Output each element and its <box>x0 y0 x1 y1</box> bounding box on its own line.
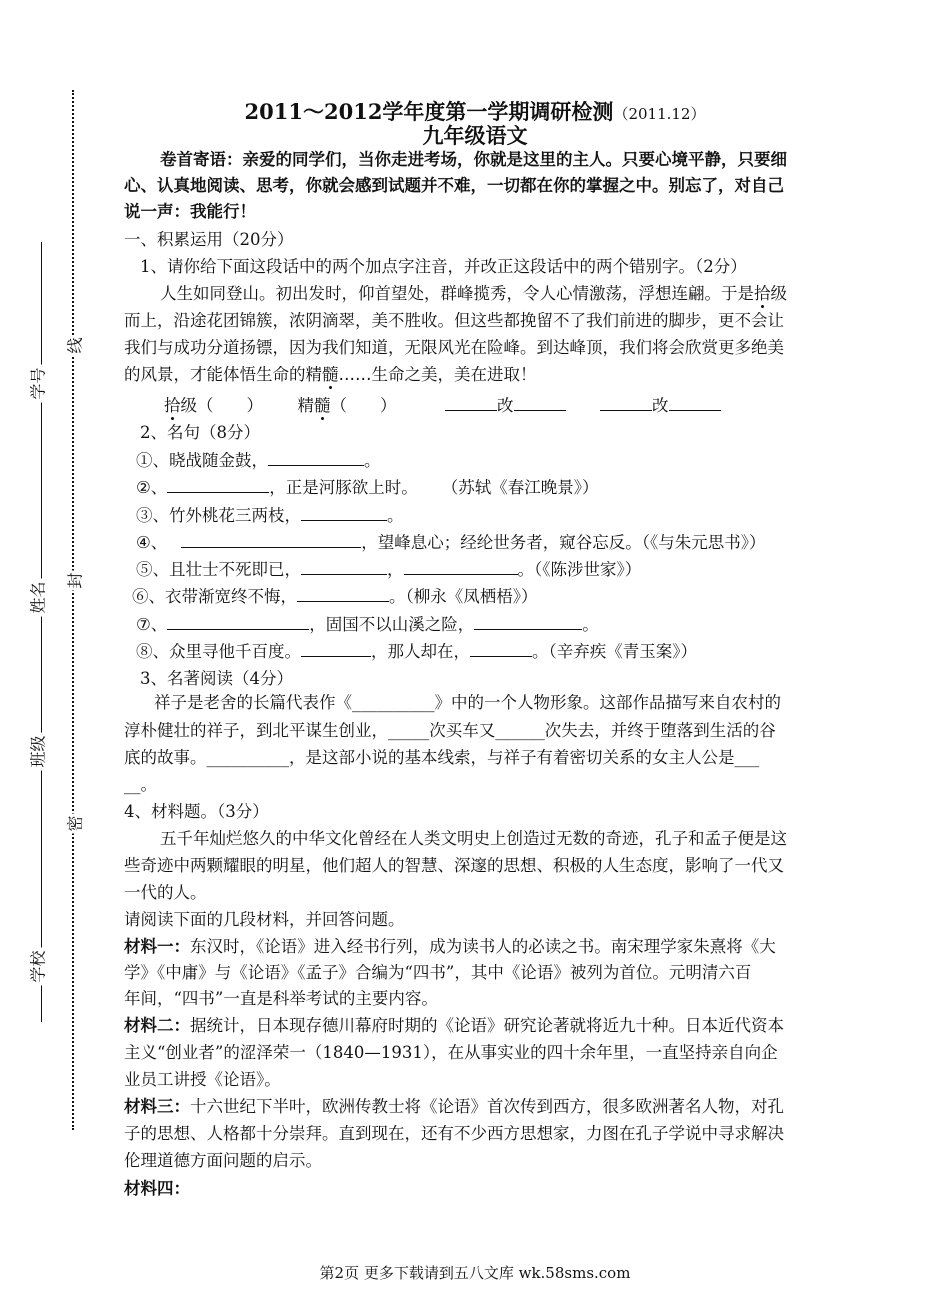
material-2-line-1: 材料二：据统计，日本现存德川幕府时期的《论语》研究论著就将近九十种。日本近代资本 <box>124 1016 784 1035</box>
q1-passage-line-4: 的风景，才能体悟生命的精髓……生命之美，美在进取！ <box>124 365 537 384</box>
subject-title: 九年级语文 <box>422 123 528 148</box>
correction-blank-2a[interactable] <box>600 394 652 411</box>
q2-item-2: ②、 ，正是河豚欲上时。 （苏轼《春江晚景》） <box>136 478 599 497</box>
q4-para-line-2: 些奇迹中两颗耀眼的明星，他们超人的智慧、深邃的思想、积极的人生态度，影响了一代又 <box>124 856 784 875</box>
q1-prompt: 1、请你给下面这段话中的两个加点字注音，并改正这段话中的两个错别字。（2分） <box>140 257 747 276</box>
intro-line-2: 心、认真地阅读、思考，你就会感到试题并不难，一切都在你的掌握之中。别忘了，对自己 <box>124 176 784 195</box>
q3-line-2: 淳朴健壮的祥子，到北平谋生创业，_____次买车又______次失去，并终于堕落到生活的谷 <box>124 721 776 740</box>
margin-label-school: 学校 <box>26 947 49 985</box>
q3-heading: 3、名著阅读（4分） <box>140 669 293 688</box>
q1-passage-line-3: 我们与成功分道扬镖，因为我们知道，无限风光在险峰。到达峰顶，我们将会欣赏更多绝美 <box>124 338 784 357</box>
q4-para-line-3: 一代的人。 <box>124 883 207 902</box>
margin-label-student-id: 学号 <box>26 364 49 402</box>
material-2-line-2: 主义“创业者”的涩泽荣一（1840—1931），在从事实业的四十余年里，一直坚持亲自向企 <box>124 1043 778 1062</box>
q2-item-3: ③、竹外桃花三两枝， 。 <box>136 506 404 525</box>
material-3-label: 材料三： <box>124 1097 190 1116</box>
correction-blank-1b[interactable] <box>514 394 566 411</box>
q2-item-4: ④、 ，望峰息心；经纶世务者，窥谷忘反。（《与朱元思书》） <box>136 533 766 552</box>
intro-line-1: 卷首寄语：亲爱的同学们，当你走进考场，你就是这里的主人。只要心境平静，只要细 <box>160 150 787 169</box>
margin-label-name: 姓名 <box>26 578 49 616</box>
q3-line-4: __。 <box>124 775 157 794</box>
q2-item-8: ⑧、众里寻他千百度。 ，那人却在， 。（辛弃疾《青玉案》） <box>136 642 697 661</box>
correction-blank-2b[interactable] <box>669 394 721 411</box>
q3-blank-1[interactable]: __________ <box>352 693 435 712</box>
material-1-line-1: 材料一：东汉时，《论语》进入经书行列，成为读书人的必读之书。南宋理学家朱熹将《大 <box>124 937 776 956</box>
q2-blank-7b[interactable] <box>474 613 582 630</box>
section-heading: 一、积累运用（20分） <box>124 230 294 249</box>
q2-heading: 2、名句（8分） <box>140 423 260 442</box>
q3-blank-4[interactable]: __________ <box>206 748 289 767</box>
intro-line-3: 说一声：我能行！ <box>124 202 256 221</box>
title-date: （2011.12） <box>613 105 706 123</box>
q4-instruction: 请阅读下面的几段材料，并回答问题。 <box>124 910 405 929</box>
q2-item-7: ⑦、 ，固国不以山溪之险， 。 <box>136 615 599 634</box>
q2-blank-8a[interactable] <box>301 640 371 657</box>
material-1-line-3: 年间，“四书”一直是科举考试的主要内容。 <box>124 989 438 1008</box>
dotted-char: 拾 <box>754 284 771 303</box>
q2-item-5: ⑤、且壮士不死即已， ， 。（《陈涉世家》） <box>136 560 642 579</box>
page-footer: 第2页 更多下载请到五八文库 wk.58sms.com <box>319 1264 631 1282</box>
q2-blank-1[interactable] <box>268 449 364 466</box>
q2-item-1: ①、晓战随金鼓， 。 <box>136 451 381 470</box>
material-3-line-1: 材料三：十六世纪下半叶，欧洲传教士将《论语》首次传到西方，很多欧洲著名人物，对孔 <box>124 1097 784 1116</box>
q2-blank-7a[interactable] <box>167 613 309 630</box>
q2-blank-2[interactable] <box>167 476 269 493</box>
margin-cut-line-label: 线 <box>59 335 90 355</box>
dotted-char: 髓 <box>322 365 339 384</box>
correction-blank-1a[interactable] <box>445 394 497 411</box>
margin-solid-line <box>41 242 42 1022</box>
q4-para-line-1: 五千年灿烂悠久的中华文化曾经在人类文明史上创造过无数的奇迹，孔子和孟子便是这 <box>160 829 787 848</box>
q3-line-1: 祥子是老舍的长篇代表作《__________》中的一个人物形象。这部作品描写来自农村的 <box>154 693 781 712</box>
material-4-label: 材料四： <box>124 1179 190 1198</box>
q2-blank-6[interactable] <box>297 585 389 602</box>
material-2-line-3: 业员工讲授《论语》。 <box>124 1070 281 1089</box>
margin-seal-label: 封 <box>59 570 90 590</box>
title-text: 2011～2012学年度第一学期调研检测 <box>244 99 614 124</box>
q2-item-6: ⑥、衣带渐宽终不悔， 。（柳永《凤栖梧》） <box>132 587 538 606</box>
q2-blank-3[interactable] <box>301 504 387 521</box>
q1-passage-line-2: 而上，沿途花团锦簇，浓阴滴翠，美不胜收。但这些都挽留不了我们前进的脚步，更不会让 <box>124 311 784 330</box>
q2-blank-5b[interactable] <box>404 558 518 575</box>
material-1-label: 材料一： <box>124 937 190 956</box>
q2-blank-8b[interactable] <box>470 640 532 657</box>
q2-blank-4[interactable] <box>181 531 361 548</box>
q4-heading: 4、材料题。（3分） <box>124 802 269 821</box>
q1-answer-row: 拾级（ ） 精髓（ ） 改 改 <box>164 394 721 417</box>
material-1-line-2: 学》《中庸》与《论语》《孟子》合编为“四书”，其中《论语》被列为首位。元明清六百 <box>124 963 752 982</box>
material-3-line-2: 子的思想、人格都十分崇拜。直到现在，还有不少西方思想家，力图在孔子学说中寻求解决 <box>124 1124 784 1143</box>
q3-line-3: 底的故事。__________，是这部小说的基本线索，与祥子有着密切关系的女主人公是___ <box>124 748 760 767</box>
margin-label-class: 班级 <box>26 732 49 770</box>
margin-secret-label: 密 <box>59 813 90 833</box>
q3-blank-2[interactable]: _____ <box>388 721 430 740</box>
q3-blank-5[interactable]: ___ <box>734 748 760 767</box>
pinyin-answer-2[interactable]: （ ） <box>330 396 397 415</box>
q2-blank-5a[interactable] <box>301 558 387 575</box>
margin-dotted-line <box>72 90 74 1130</box>
q1-passage-line-1: 人生如同登山。初出发时，仰首望处，群峰揽秀，令人心情激荡，浮想连翩。于是拾级 <box>160 284 787 303</box>
pinyin-answer-1[interactable]: 级（ ） <box>180 396 263 415</box>
q3-blank-3[interactable]: ______ <box>495 721 545 740</box>
material-3-line-3: 伦理道德方面问题的启示。 <box>124 1151 322 1170</box>
material-2-label: 材料二： <box>124 1016 190 1035</box>
